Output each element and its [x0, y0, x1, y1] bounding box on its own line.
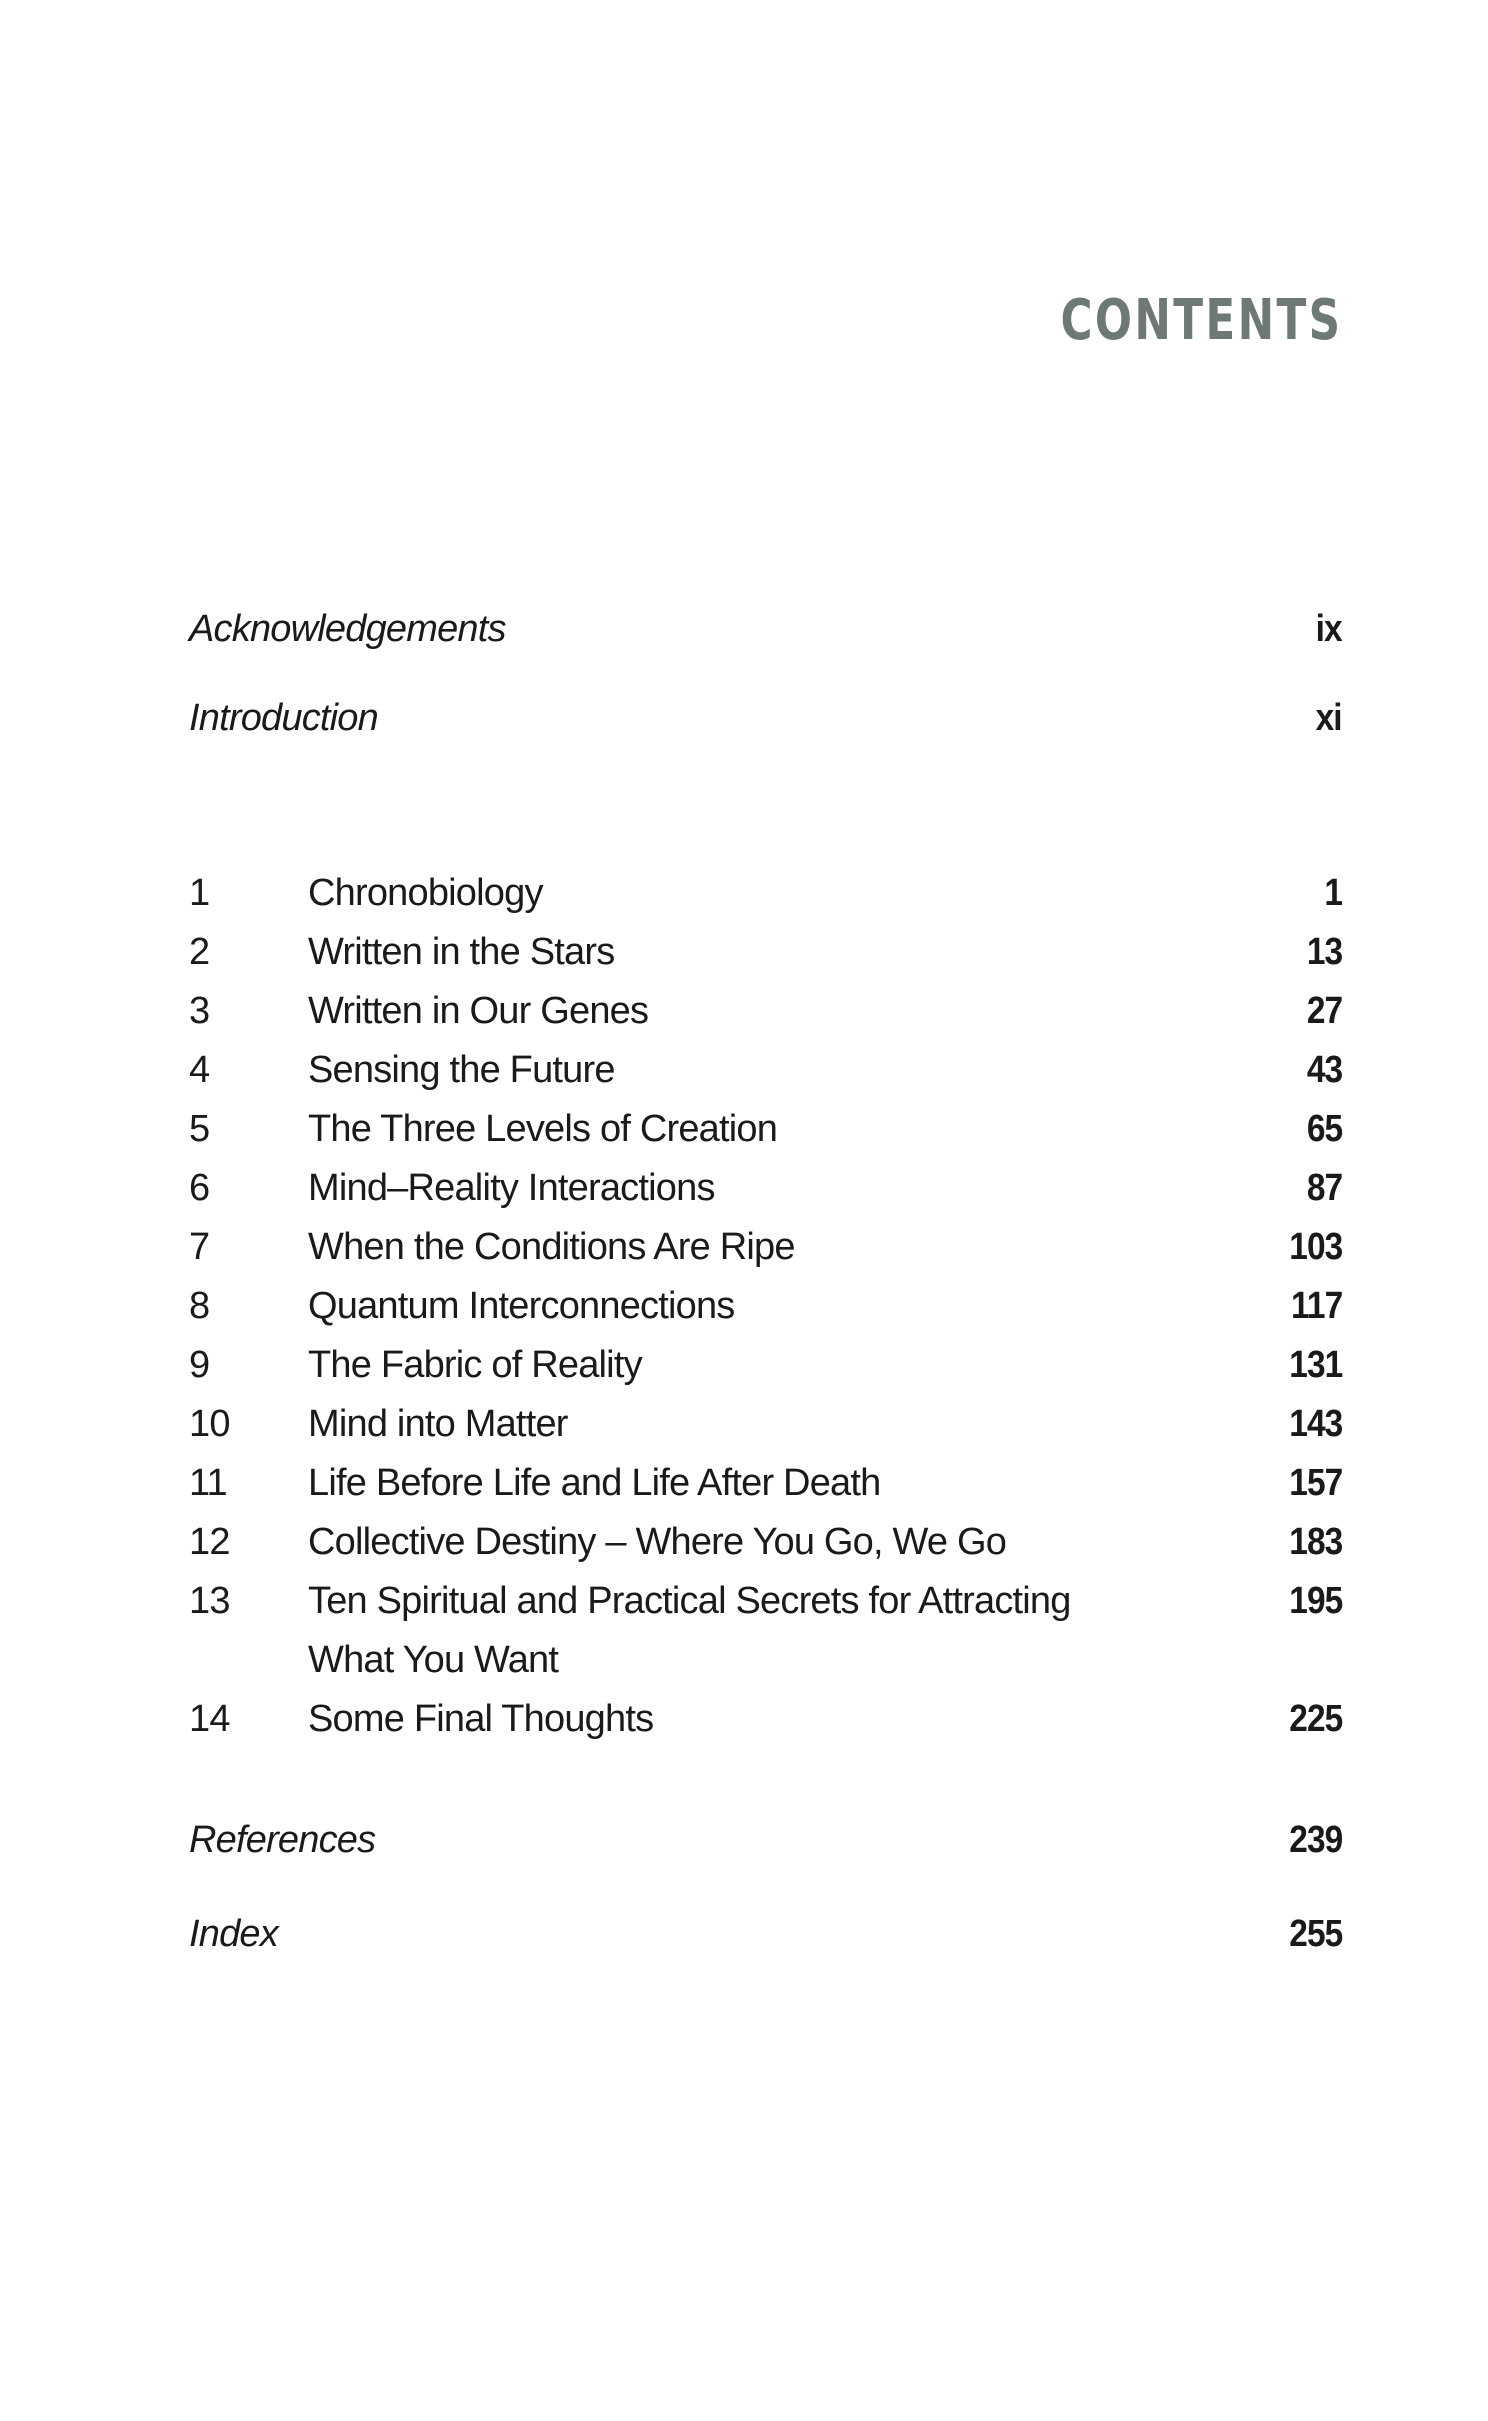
- chapter-number: 6: [189, 1167, 210, 1209]
- chapter-number: 8: [189, 1285, 210, 1327]
- chapter-title: Collective Destiny – Where You Go, We Go: [308, 1521, 1007, 1563]
- chapter-title: Sensing the Future: [308, 1049, 615, 1091]
- toc-chapter-entry[interactable]: [189, 1278, 1342, 1334]
- toc-entry-page: 255: [1288, 1913, 1342, 1955]
- chapter-title: The Fabric of Reality: [308, 1344, 642, 1386]
- toc-entry-page: 239: [1288, 1819, 1342, 1861]
- chapter-title: Some Final Thoughts: [308, 1698, 654, 1740]
- chapter-page: 143: [1288, 1403, 1342, 1445]
- chapter-page: 27: [1306, 990, 1342, 1032]
- toc-entry-label: Acknowledgements: [189, 608, 506, 650]
- chapter-title: Written in the Stars: [308, 931, 615, 973]
- chapter-title: Quantum Interconnections: [308, 1285, 735, 1327]
- toc-entry-introduction[interactable]: [189, 690, 1342, 746]
- toc-entry-index[interactable]: [189, 1906, 1342, 1962]
- chapter-title: Written in Our Genes: [308, 990, 649, 1032]
- chapter-title: The Three Levels of Creation: [308, 1108, 778, 1150]
- chapter-page: 13: [1306, 931, 1342, 973]
- toc-chapter-entry[interactable]: [189, 1219, 1342, 1275]
- toc-entry-page: xi: [1315, 697, 1342, 739]
- chapter-number: 12: [189, 1521, 230, 1563]
- chapter-page: 131: [1288, 1344, 1342, 1386]
- toc-chapter-entry[interactable]: [189, 924, 1342, 980]
- toc-entry-page: ix: [1315, 608, 1342, 650]
- chapter-page: 183: [1288, 1521, 1342, 1563]
- chapter-page: 117: [1290, 1285, 1342, 1327]
- toc-entry-label: Introduction: [189, 697, 378, 739]
- toc-chapter-entry[interactable]: [189, 983, 1342, 1039]
- chapter-number: 3: [189, 990, 210, 1032]
- toc-chapter-entry[interactable]: [189, 1101, 1342, 1157]
- chapter-number: 14: [189, 1698, 230, 1740]
- toc-chapter-entry[interactable]: [189, 1042, 1342, 1098]
- chapter-number: 5: [189, 1108, 210, 1150]
- chapter-page: 225: [1288, 1698, 1342, 1740]
- chapter-title-continued: What You Want: [308, 1639, 559, 1681]
- chapter-number: 13: [189, 1580, 230, 1622]
- toc-chapter-entry[interactable]: [189, 1573, 1342, 1681]
- toc-entry-label: Index: [189, 1913, 278, 1955]
- toc-chapter-entry[interactable]: [189, 1396, 1342, 1452]
- chapter-page: 65: [1306, 1108, 1342, 1150]
- toc-chapter-entry[interactable]: [189, 865, 1342, 921]
- chapter-page: 43: [1306, 1049, 1342, 1091]
- chapter-page: 195: [1288, 1580, 1342, 1622]
- chapter-number: 7: [189, 1226, 210, 1268]
- chapter-number: 10: [189, 1403, 230, 1445]
- chapter-title: Chronobiology: [308, 872, 543, 914]
- toc-entry-acknowledgements[interactable]: [189, 601, 1342, 657]
- chapter-title: Mind into Matter: [308, 1403, 568, 1445]
- chapter-number: 2: [189, 931, 210, 973]
- chapter-page: 157: [1288, 1462, 1342, 1504]
- chapter-title: Ten Spiritual and Practical Secrets for Attracting: [308, 1580, 1071, 1622]
- chapter-number: 4: [189, 1049, 210, 1091]
- chapter-page: 1: [1324, 872, 1342, 914]
- page-title: CONTENTS: [1060, 288, 1342, 353]
- toc-chapter-entry[interactable]: [189, 1691, 1342, 1747]
- toc-chapter-entry[interactable]: [189, 1514, 1342, 1570]
- chapter-number: 9: [189, 1344, 210, 1386]
- chapter-page: 103: [1288, 1226, 1342, 1268]
- chapter-title: When the Conditions Are Ripe: [308, 1226, 795, 1268]
- toc-chapter-entry[interactable]: [189, 1160, 1342, 1216]
- chapter-page: 87: [1306, 1167, 1342, 1209]
- toc-entry-label: References: [189, 1819, 376, 1861]
- chapter-number: 1: [189, 872, 210, 914]
- toc-entry-references[interactable]: [189, 1812, 1342, 1868]
- toc-chapter-entry[interactable]: [189, 1337, 1342, 1393]
- toc-chapter-entry[interactable]: [189, 1455, 1342, 1511]
- chapter-title: Mind–Reality Interactions: [308, 1167, 715, 1209]
- chapter-title: Life Before Life and Life After Death: [308, 1462, 881, 1504]
- chapter-number: 11: [189, 1462, 227, 1504]
